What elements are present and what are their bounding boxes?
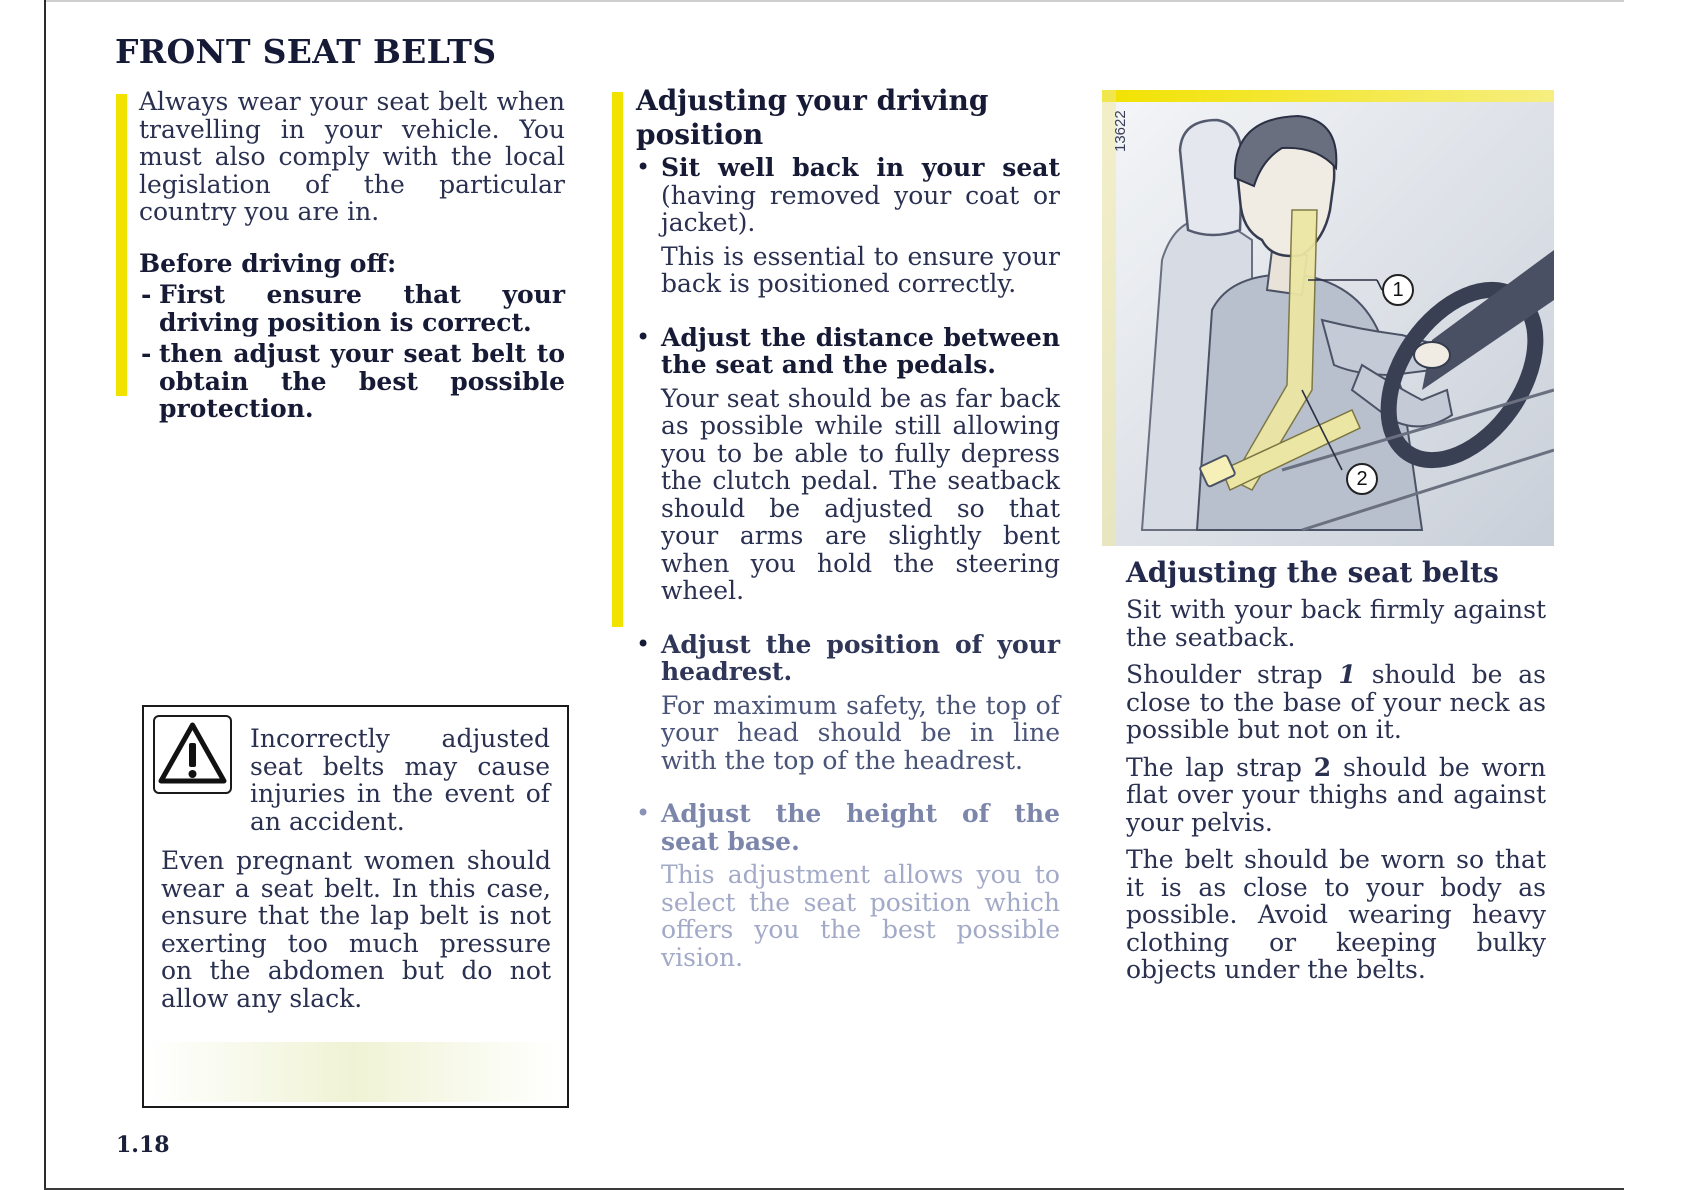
seat-belts-para-3: The lap strap 2 should be worn flat over your thighs and against your pelvis. bbox=[1126, 752, 1546, 837]
warning-text-primary: Incorrectly adjusted seat belts may cause injuries in the event of an accident. bbox=[250, 724, 550, 836]
callout-2-marker: 2 bbox=[1346, 463, 1378, 495]
left-accent-bar bbox=[116, 94, 127, 396]
instruction-item-4 bbox=[636, 800, 1060, 971]
dash-item-1: - First ensure that your driving position is correct. bbox=[139, 281, 565, 336]
seat-belts-para-1: Sit with your back firmly against the seatback. bbox=[1126, 595, 1546, 652]
before-driving-heading: Before driving off: bbox=[139, 248, 397, 278]
page-edge-left bbox=[44, 0, 46, 1190]
middle-column bbox=[636, 84, 1060, 971]
strap-1-reference: 1 bbox=[1338, 660, 1356, 689]
page-title: FRONT SEAT BELTS bbox=[115, 32, 497, 71]
instruction-1-detail: This is essential to ensure your back is positioned correctly. bbox=[661, 241, 1060, 298]
warning-triangle-icon bbox=[153, 715, 232, 794]
page-number: 1.18 bbox=[116, 1132, 170, 1158]
seat-belts-para-2: Shoulder strap 1 should be as close to the base of your neck as possible but not on it. bbox=[1126, 660, 1546, 744]
instruction-4-detail: This adjustment allows you to select the seat position which offers you the best possible vision. bbox=[661, 860, 1060, 972]
seat-belts-heading: Adjusting the seat belts bbox=[1126, 556, 1499, 589]
strap-2-reference: 2 bbox=[1313, 752, 1332, 782]
instruction-3-detail: For maximum safety, the top of your head should be in line with the top of the headrest. bbox=[661, 690, 1060, 775]
instruction-item-3 bbox=[636, 631, 1060, 775]
instruction-1-rest: (having removed your coat or jacket). bbox=[661, 180, 1060, 237]
right-column bbox=[1126, 556, 1546, 984]
instruction-item-1 bbox=[636, 154, 1060, 298]
intro-text: Always wear your seat belt when travelling in your vehicle. You must also comply with the local legislation of the particular country you are in. bbox=[139, 87, 565, 226]
page-edge-top bbox=[44, 0, 1624, 2]
left-column bbox=[139, 88, 565, 423]
seat-belts-para-4: The belt should be worn so that it is as close to your body as possible. Avoid wearing heavy clothing or keeping bulky objects under the belts. bbox=[1126, 845, 1546, 984]
print-smudge bbox=[148, 1042, 558, 1102]
instruction-2-title: Adjust the distance between the seat and the pedals. bbox=[661, 322, 1060, 379]
illustration-reference-number: 13622 bbox=[1112, 110, 1129, 152]
callout-1-marker: 1 bbox=[1382, 274, 1414, 306]
middle-accent-bar bbox=[612, 92, 623, 627]
instruction-1-title: Sit well back in your seat bbox=[661, 153, 1060, 182]
instruction-item-2 bbox=[636, 324, 1060, 605]
driver-illustration bbox=[1102, 90, 1554, 546]
instruction-4-title: Adjust the height of the seat base. bbox=[661, 799, 1060, 856]
instruction-3-title: Adjust the position of your headrest. bbox=[661, 629, 1060, 686]
warning-text-secondary: Even pregnant women should wear a seat belt. In this case, ensure that the lap belt is not exerting too much pressure on the abdomen but do not allow any slack. bbox=[161, 846, 551, 1013]
dash-item-2: - then adjust your seat belt to obtain the best possible protection. bbox=[139, 340, 565, 423]
instruction-2-detail: Your seat should be as far back as possible while still allowing you to be able to fully depress the clutch pedal. The seatback should be adjusted so that your arms are slightly bent when you hold the steering wheel. bbox=[661, 383, 1060, 605]
driving-position-heading: Adjusting your driving position bbox=[636, 84, 989, 151]
warning-box bbox=[142, 705, 569, 1108]
